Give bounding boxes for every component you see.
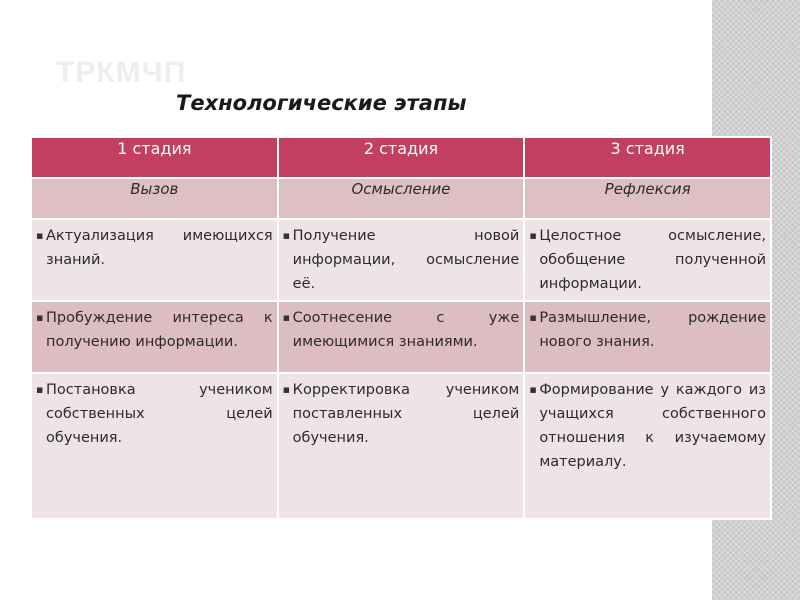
phase-name-2: Осмысление bbox=[278, 178, 525, 219]
bullet-icon: ▪ bbox=[529, 383, 537, 396]
bullet-icon: ▪ bbox=[282, 311, 291, 324]
bullet-icon: ▪ bbox=[529, 229, 537, 242]
bullet-icon: ▪ bbox=[282, 229, 291, 242]
table-cell bbox=[278, 219, 525, 301]
cell-text: Размышление, рождение нового знания. bbox=[539, 310, 766, 350]
table-cell bbox=[524, 373, 771, 519]
table-cell bbox=[31, 219, 278, 301]
table-cell bbox=[31, 373, 278, 519]
table-cell bbox=[524, 219, 771, 301]
stages-table bbox=[30, 136, 772, 520]
table-row bbox=[31, 219, 771, 301]
stage-header-2: 2 стадия bbox=[278, 137, 525, 178]
bullet-icon: ▪ bbox=[529, 311, 537, 324]
cell-text: Актуализация имеющихся знаний. bbox=[46, 228, 273, 268]
table-cell bbox=[31, 301, 278, 373]
table-row bbox=[31, 373, 771, 519]
table-cell bbox=[524, 301, 771, 373]
cell-text: Корректировка учеником поставленных целей обучения. bbox=[292, 382, 520, 446]
phase-row bbox=[31, 178, 771, 219]
stage-header-1: 1 стадия bbox=[31, 137, 278, 178]
cell-text: Целостное осмысление, обобщение полученной информации. bbox=[539, 228, 766, 292]
cell-text: Получение новой информации, осмысление её. bbox=[292, 228, 520, 292]
cell-text: Соотнесение с уже имеющимися знаниями. bbox=[292, 310, 520, 350]
stage-header-row bbox=[31, 137, 771, 178]
stage-header-3: 3 стадия bbox=[524, 137, 771, 178]
cell-text: Постановка учеником собственных целей обучения. bbox=[46, 382, 273, 446]
header-title: ТРКМЧП bbox=[56, 56, 187, 89]
table-row bbox=[31, 301, 771, 373]
bullet-icon: ▪ bbox=[36, 229, 44, 242]
bullet-icon: ▪ bbox=[36, 311, 44, 324]
phase-name-3: Рефлексия bbox=[524, 178, 771, 219]
table-cell bbox=[278, 373, 525, 519]
cell-text: Формирование у каждого из учащихся собственного отношения к изучаемому материалу. bbox=[539, 382, 766, 470]
slide-subtitle: Технологические этапы bbox=[176, 91, 467, 115]
table-cell bbox=[278, 301, 525, 373]
cell-text: Пробуждение интереса к получению информации. bbox=[46, 310, 273, 350]
phase-name-1: Вызов bbox=[31, 178, 278, 219]
bullet-icon: ▪ bbox=[36, 383, 44, 396]
bullet-icon: ▪ bbox=[282, 383, 291, 396]
